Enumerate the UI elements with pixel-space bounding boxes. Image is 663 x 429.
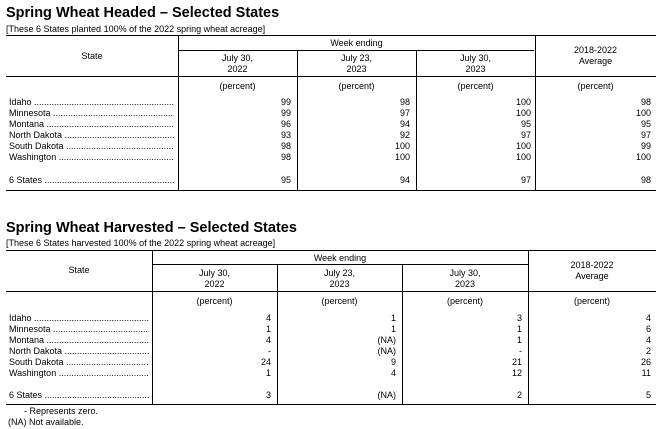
column-header: July 30, <box>198 268 231 278</box>
table-cell: 9 <box>390 357 396 367</box>
table-cell: (NA) <box>377 346 396 356</box>
headed-subtitle: [These 6 States planted 100% of the 2022 spring wheat acreage] <box>6 24 266 34</box>
headed-title: Spring Wheat Headed – Selected States <box>6 5 280 21</box>
total-cell: 98 <box>640 175 651 185</box>
table-cell: - <box>519 346 522 356</box>
column-header: 2023 <box>465 64 486 74</box>
table-cell: 95 <box>640 119 651 129</box>
table-cell: 92 <box>399 130 410 140</box>
state-label: South Dakota ..... <box>9 357 149 368</box>
table-cell: 4 <box>645 313 651 323</box>
unit-label: (percent) <box>338 81 375 91</box>
unit-label: (percent) <box>446 296 483 306</box>
state-label: Montana ..... <box>9 335 149 346</box>
table-cell: 98 <box>640 97 651 107</box>
table-cell: 100 <box>635 108 651 118</box>
table-cell: 4 <box>645 335 651 345</box>
column-header: Average <box>575 271 609 281</box>
table-cell: 1 <box>265 368 271 378</box>
table-rule <box>6 291 656 292</box>
total-cell: 94 <box>399 175 410 185</box>
table-cell: 100 <box>394 152 410 162</box>
footnote-zero: - Represents zero. <box>24 406 99 416</box>
table-cell: (NA) <box>377 335 396 345</box>
column-header: 2023 <box>346 64 367 74</box>
column-header: 2022 <box>227 64 248 74</box>
state-header: State <box>81 51 103 61</box>
unit-label: (percent) <box>457 81 494 91</box>
table-cell: 95 <box>520 119 531 129</box>
table-rule <box>6 76 656 77</box>
table-cell: 97 <box>520 130 531 140</box>
total-label: 6 States ..... <box>9 390 149 401</box>
unit-label: (percent) <box>219 81 256 91</box>
unit-label: (percent) <box>196 296 233 306</box>
table-cell: 26 <box>640 357 651 367</box>
table-cell: 99 <box>280 108 291 118</box>
total-cell: 2 <box>516 390 522 400</box>
column-header: 2018-2022 <box>570 260 614 270</box>
table-cell: 99 <box>640 141 651 151</box>
total-cell: (NA) <box>377 390 396 400</box>
column-header: July 23, <box>323 268 356 278</box>
table-rule <box>6 190 656 191</box>
state-label: Washington ..... <box>9 152 174 163</box>
state-label: Montana ..... <box>9 119 174 130</box>
state-label: Minnesota ..... <box>9 324 149 335</box>
table-cell: 12 <box>511 368 522 378</box>
total-cell: 5 <box>645 390 651 400</box>
table-cell: 96 <box>280 119 291 129</box>
table-cell: 94 <box>399 119 410 129</box>
state-label: North Dakota ..... <box>9 346 149 357</box>
column-header: July 23, <box>340 53 373 63</box>
column-header: Average <box>578 56 613 66</box>
table-cell: 98 <box>399 97 410 107</box>
week-ending-header: Week ending <box>313 253 367 263</box>
table-cell: 98 <box>280 141 291 151</box>
table-rule <box>152 264 528 265</box>
table-cell: 6 <box>645 324 651 334</box>
table-cell: 21 <box>511 357 522 367</box>
table-rule <box>6 35 656 36</box>
table-rule <box>6 404 656 405</box>
table-cell: 3 <box>516 313 522 323</box>
total-cell: 95 <box>280 175 291 185</box>
table-rule <box>6 250 656 251</box>
table-cell: 11 <box>641 368 651 378</box>
table-cell: 100 <box>635 152 651 162</box>
table-cell: 24 <box>260 357 271 367</box>
week-ending-header: Week ending <box>330 38 383 48</box>
table-cell: 93 <box>280 130 291 140</box>
table-cell: 100 <box>394 141 410 151</box>
state-label: South Dakota ..... <box>9 141 174 152</box>
state-label: Minnesota ..... <box>9 108 174 119</box>
total-label: 6 States ..... <box>9 175 174 186</box>
total-cell: 3 <box>265 390 271 400</box>
table-cell: 100 <box>515 152 531 162</box>
state-label: Idaho ..... <box>9 313 149 324</box>
column-header: 2018-2022 <box>573 45 618 55</box>
column-header: July 30, <box>221 53 254 63</box>
table-cell: 97 <box>399 108 410 118</box>
table-cell: 1 <box>516 335 522 345</box>
table-cell: 1 <box>390 313 396 323</box>
unit-label: (percent) <box>577 81 614 91</box>
column-header: July 30, <box>449 268 481 278</box>
state-label: Idaho ..... <box>9 97 174 108</box>
column-header: July 30, <box>459 53 492 63</box>
table-cell: 1 <box>516 324 522 334</box>
harvested-title: Spring Wheat Harvested – Selected States <box>6 220 297 236</box>
table-cell: - <box>268 346 271 356</box>
footnote-na: (NA) Not available. <box>8 417 84 427</box>
table-cell: 1 <box>265 324 271 334</box>
table-cell: 4 <box>265 313 271 323</box>
column-header: 2023 <box>329 279 350 289</box>
table-cell: 100 <box>515 141 531 151</box>
state-label: Washington ..... <box>9 368 149 379</box>
table-cell: 2 <box>645 346 651 356</box>
table-cell: 4 <box>390 368 396 378</box>
table-cell: 99 <box>280 97 291 107</box>
table-cell: 97 <box>640 130 651 140</box>
table-cell: 1 <box>390 324 396 334</box>
unit-label: (percent) <box>321 296 358 306</box>
harvested-subtitle: [These 6 States harvested 100% of the 2022 spring wheat acreage] <box>6 238 276 248</box>
state-header: State <box>68 265 90 275</box>
table-cell: 98 <box>280 152 291 162</box>
table-cell: 100 <box>515 108 531 118</box>
table-rule <box>178 50 534 51</box>
total-cell: 97 <box>520 175 531 185</box>
unit-label: (percent) <box>573 296 610 306</box>
column-header: 2023 <box>454 279 476 289</box>
state-label: North Dakota ..... <box>9 130 174 141</box>
table-cell: 100 <box>515 97 531 107</box>
column-header: 2022 <box>204 279 225 289</box>
table-cell: 4 <box>265 335 271 345</box>
